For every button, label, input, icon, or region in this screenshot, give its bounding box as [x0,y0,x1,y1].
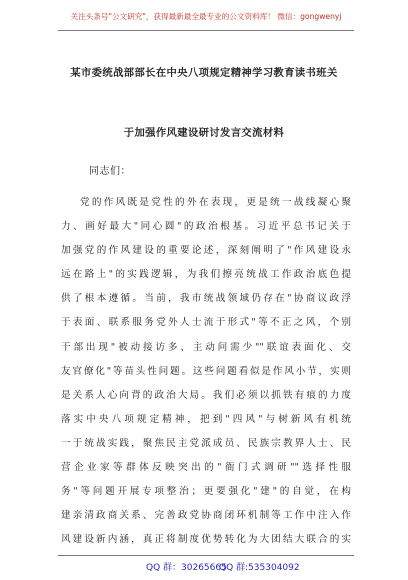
body-line: 建亲清政商关系、完善政党协商闭环机制等工作中注入作 [61,510,351,522]
body-line: 远在路上"的实践逻辑，为我们擦亮统战工作政治底色提 [61,269,351,281]
greeting: 同志们： [89,166,131,177]
body-line: 于表面、联系服务党外人士流于形式"等不正之风，个别 [61,317,351,329]
body-line: 一于统战实践，聚焦民主党派成员、民族宗教界人士、民 [61,437,351,449]
header-divider [58,30,354,31]
body-line: 供了根本遵循。当前，我市统战领域仍存在"协商议政浮 [61,293,351,305]
body-line: 力、画好最大"同心圆"的政治根基。习近平总书记关于 [61,221,351,233]
body-line: 营企业家等群体反映突出的"衙门式调研""选择性服 [61,462,351,474]
qq-group-2: QQ 群:535304092 [219,563,300,573]
body-line: 风建设新内涵，真正将制度优势转化为大团结大联合的实 [61,534,351,546]
body-line: 加强党的作风建设的重要论述，深刻阐明了"作风建设永 [61,245,351,257]
body-line: 党的作风既是党性的外在表现，更是统一战线凝心聚 [80,197,351,208]
document-title-line-2: 于加强作风建设研讨发言交流材料 [123,127,285,139]
body-line: 务"等问题开展专项整治；更要强化"建"的自觉，在构 [61,486,351,498]
promo-banner: 关注头条号"公文研究"，获得最新最全最专业的公文资料库！ 微信：gongwenyj [70,12,342,21]
body-line: 干部出现"被动接访多、主动问需少""联谊表面化、交 [61,341,351,353]
body-line: 是关系人心向背的政治大局。我们必须以抓铁有痕的力度 [61,389,351,401]
body-line: 友官僚化"等苗头性问题。这些问题看似是作风小节，实则 [61,365,351,377]
footer-divider [58,555,354,556]
page-footer [0,558,408,576]
body-line: 落实中央八项规定精神，把到"四风"与树新风有机统 [61,413,351,425]
document-title-line-1: 某市委统战部部长在中央八项规定精神学习教育读书班关 [70,67,338,79]
document-body [61,191,351,552]
qq-group-1: QQ 群：30265665 [146,563,227,573]
